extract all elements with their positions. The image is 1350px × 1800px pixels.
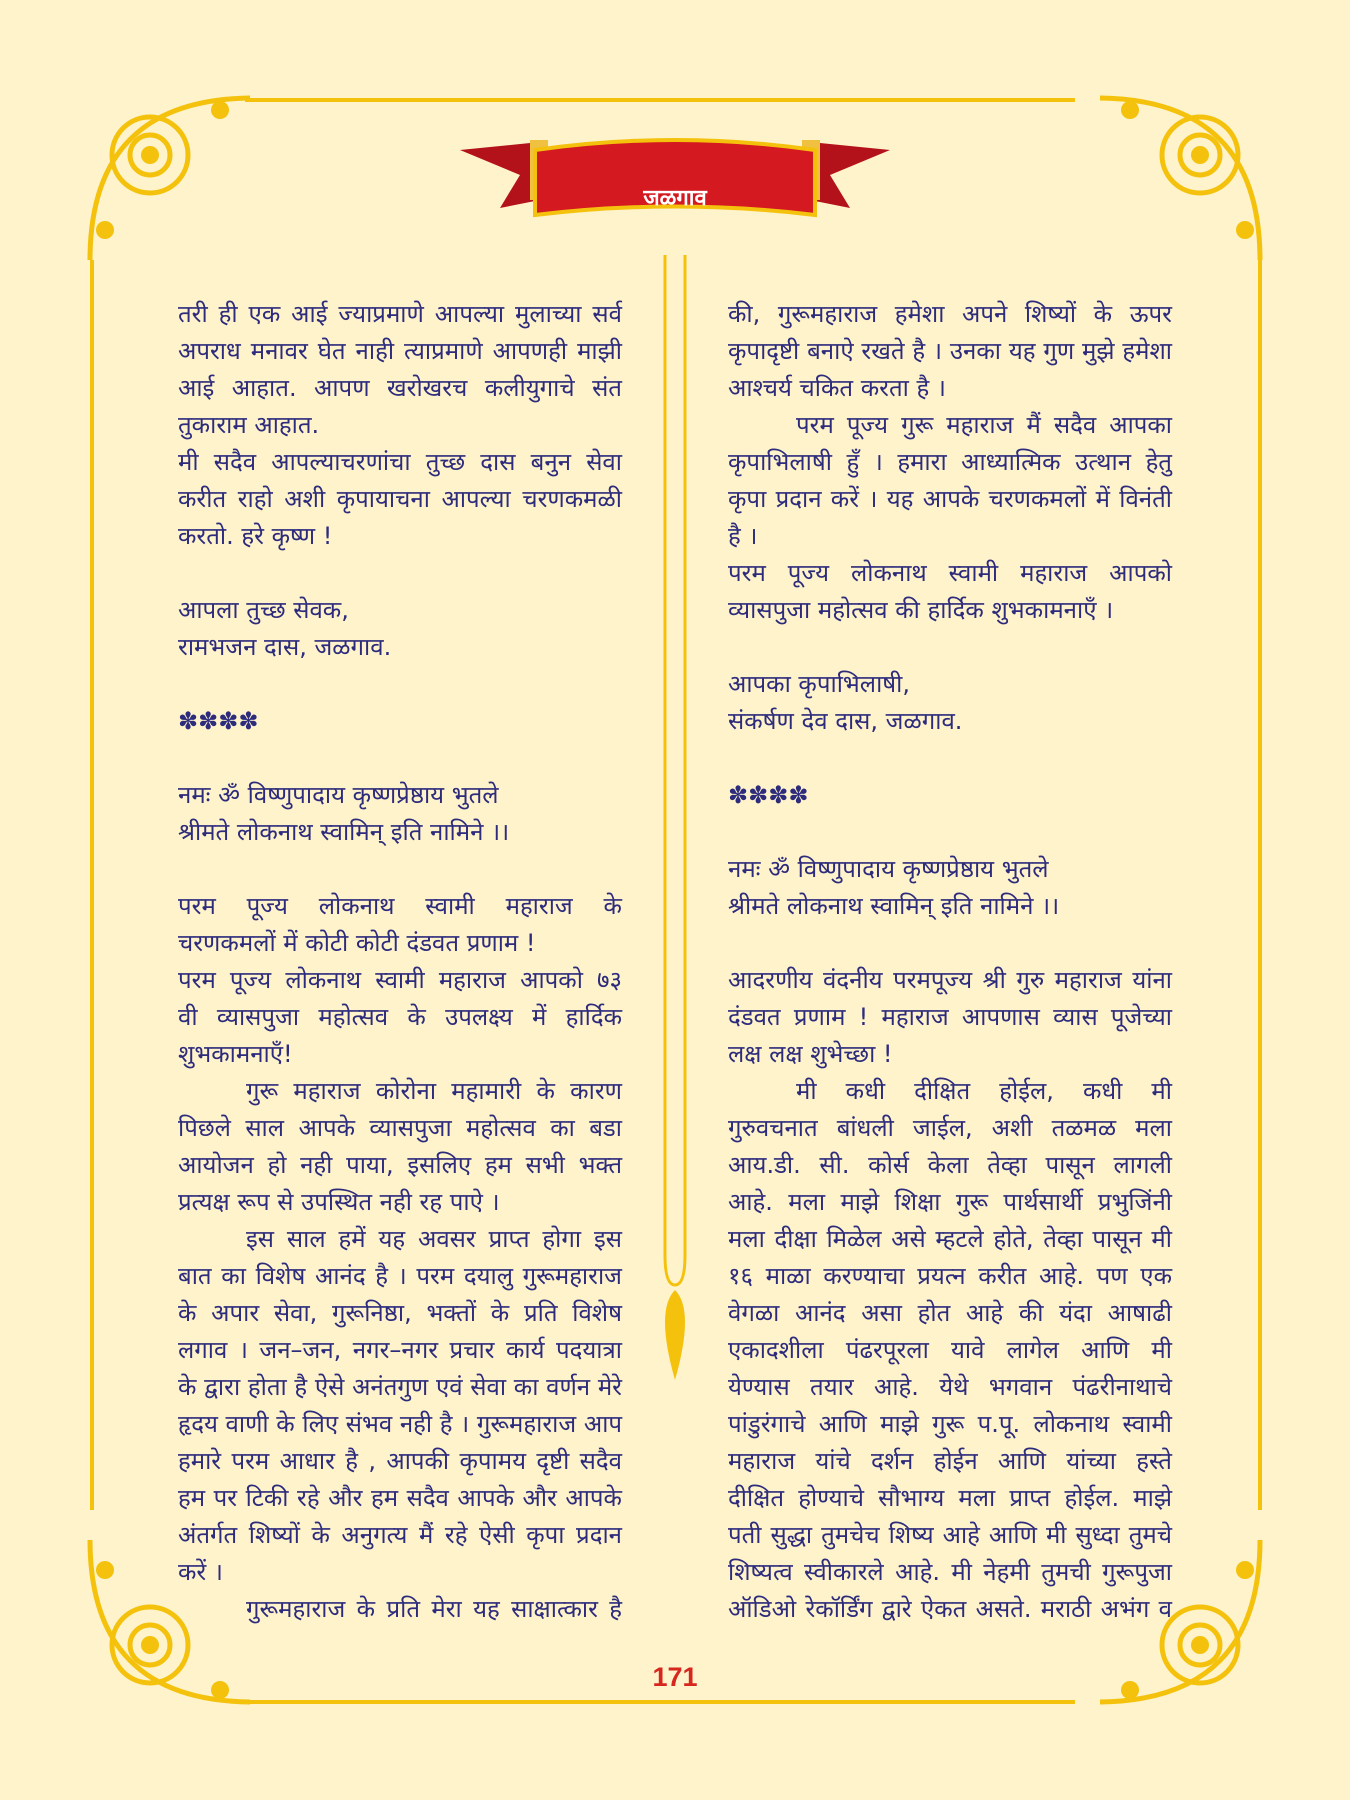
left-column [178, 296, 622, 1628]
text-line: गुरूमहाराज के प्रति मेरा यह साक्षात्कार है [246, 1595, 622, 1623]
text-line: की, गुरूमहाराज हमेशा अपने शिष्यों के ऊपर [728, 300, 1172, 328]
text-line: ✽✽✽✽ [728, 781, 809, 809]
text-line: तरी ही एक आई ज्याप्रमाणे आपल्या मुलाच्या सर्व [178, 300, 622, 328]
text-line: मी सदैव आपल्याचरणांचा तुच्छ दास बनुन सेवा [178, 448, 622, 476]
text-line: है । [728, 522, 758, 550]
page-title: जळगाव [643, 186, 707, 211]
blank-line [178, 740, 622, 777]
text-line: आई आहात. आपण खरोखरच कलीयुगाचे संत [178, 374, 622, 402]
text-line: के द्वारा होता है ऐसे अनंतगुण एवं सेवा का वर्णन मेरे [178, 1373, 622, 1401]
text-line: अंतर्गत शिष्यों के अनुगत्य मैं रहे ऐसी कृपा प्रदान [178, 1521, 622, 1549]
blank-line [178, 851, 622, 888]
blank-line [728, 814, 1172, 851]
corner-ornament-top-right-icon [1080, 80, 1270, 280]
text-line: ✽✽✽✽ [178, 707, 259, 735]
text-line: के अपार सेवा, गुरूनिष्ठा, भक्तों के प्रति विशेष [178, 1299, 622, 1327]
text-line: मला दीक्षा मिळेल असे म्हटले होते, तेव्हा पासून मी [728, 1225, 1172, 1253]
text-line: रामभजन दास, जळगाव. [178, 633, 392, 661]
blank-line [728, 925, 1172, 962]
text-line: कृपादृष्टी बनाऐ रखते है । उनका यह गुण मुझे हमेशा [728, 337, 1172, 365]
text-line: श्रीमते लोकनाथ स्वामिन् इति नामिने ।। [728, 892, 1060, 920]
text-line: मी कधी दीक्षित होईल, कधी मी [796, 1077, 1172, 1105]
text-line: लगाव । जन–जन, नगर–नगर प्रचार कार्य पदयात्रा [178, 1336, 622, 1364]
text-line: दंडवत प्रणाम ! महाराज आपणास व्यास पूजेच्या [728, 1003, 1172, 1031]
text-line: हृदय वाणी के लिए संभव नही है । गुरूमहाराज आप [178, 1410, 622, 1438]
page-number: 171 [652, 1662, 698, 1692]
column-divider [655, 255, 695, 1385]
text-line: व्यासपुजा महोत्सव की हार्दिक शुभकामनाएँ । [728, 596, 1114, 624]
text-line: करीत राहो अशी कृपायाचना आपल्या चरणकमळी [178, 485, 622, 513]
text-line: आदरणीय वंदनीय परमपूज्य श्री गुरु महाराज यांना [728, 966, 1172, 994]
text-line: बात का विशेष आनंद है । परम दयालु गुरूमहाराज [178, 1262, 622, 1290]
text-line: कृपा प्रदान करें । यह आपके चरणकमलों में विनंती [728, 485, 1172, 513]
text-line: आय.डी. सी. कोर्स केला तेव्हा पासून लागली [728, 1151, 1172, 1179]
text-line: ऑडिओ रेकॉर्डिंग द्वारे ऐकत असते. मराठी अभंग व [728, 1595, 1172, 1623]
text-line: शुभकामनाएँ! [178, 1040, 293, 1068]
text-line: गुरुवचनात बांधली जाईल, अशी तळमळ मला [728, 1114, 1172, 1142]
text-line: कृपाभिलाषी हुँ । हमारा आध्यात्मिक उत्थान हेतु [728, 448, 1172, 476]
text-line: पांडुरंगाचे आणि माझे गुरू प.पू. लोकनाथ स्वामी [728, 1410, 1172, 1438]
left-border-line [90, 260, 94, 1510]
text-line: शिष्यत्व स्वीकारले आहे. मी नेहमी तुमची गुरूपुजा [728, 1558, 1172, 1586]
text-line: लक्ष लक्ष शुभेच्छा ! [728, 1040, 893, 1068]
top-border-line [245, 98, 1075, 102]
text-line: परम पूज्य लोकनाथ स्वामी महाराज आपको [728, 559, 1172, 587]
text-line: संकर्षण देव दास, जळगाव. [728, 707, 963, 735]
text-line: गुरू महाराज कोरोना महामारी के कारण [246, 1077, 622, 1105]
blank-line [728, 740, 1172, 777]
text-line: नमः ॐ विष्णुपादाय कृष्णप्रेष्ठाय भुतले [178, 781, 499, 809]
text-line: परम पूज्य लोकनाथ स्वामी महाराज आपको ७३ [178, 966, 622, 994]
text-line: पती सुद्धा तुमचेच शिष्य आहे आणि मी सुध्दा तुमचे [728, 1521, 1172, 1549]
text-line: आपका कृपाभिलाषी, [728, 670, 911, 698]
text-line: आयोजन हो नही पाया, इसलिए हम सभी भक्त [178, 1151, 622, 1179]
right-border-line [1258, 260, 1262, 1510]
text-line: परम पूज्य लोकनाथ स्वामी महाराज के [178, 892, 622, 920]
text-line: अपराध मनावर घेत नाही त्याप्रमाणे आपणही माझी [178, 337, 622, 365]
text-line: श्रीमते लोकनाथ स्वामिन् इति नामिने ।। [178, 818, 510, 846]
text-line: परम पूज्य गुरू महाराज मैं सदैव आपका [796, 411, 1172, 439]
title-ribbon-banner [460, 120, 890, 230]
text-line: येण्यास तयार आहे. येथे भगवान पंढरीनाथाचे [728, 1373, 1172, 1401]
text-line: नमः ॐ विष्णुपादाय कृष्णप्रेष्ठाय भुतले [728, 855, 1049, 883]
blank-line [728, 629, 1172, 666]
bottom-border-line [245, 1700, 1075, 1704]
text-line: दीक्षित होण्याचे सौभाग्य मला प्राप्त होईल. माझे [728, 1484, 1172, 1512]
text-line: करें । [178, 1558, 223, 1586]
text-line: चरणकमलों में कोटी कोटी दंडवत प्रणाम ! [178, 929, 536, 957]
right-column [728, 296, 1172, 1628]
blank-line [178, 555, 622, 592]
text-line: एकादशीला पंढरपूरला यावे लागेल आणि मी [728, 1336, 1172, 1364]
text-line: वेगळा आनंद असा होत आहे की यंदा आषाढी [728, 1299, 1172, 1327]
text-line: महाराज यांचे दर्शन होईन आणि यांच्या हस्ते [728, 1447, 1172, 1475]
text-line: प्रत्यक्ष रूप से उपस्थित नही रह पाऐ । [178, 1188, 500, 1216]
text-line: तुकाराम आहात. [178, 411, 320, 439]
text-line: पिछले साल आपके व्यासपुजा महोत्सव का बडा [178, 1114, 622, 1142]
corner-ornament-top-left-icon [80, 80, 270, 280]
blank-line [178, 666, 622, 703]
text-line: आपला तुच्छ सेवक, [178, 596, 349, 624]
text-line: वी व्यासपुजा महोत्सव के उपलक्ष्य में हार्दिक [178, 1003, 622, 1031]
text-line: करतो. हरे कृष्ण ! [178, 522, 333, 550]
text-line: आश्चर्य चकित करता है । [728, 374, 946, 402]
text-line: १६ माळा करण्याचा प्रयत्न करीत आहे. पण एक [728, 1262, 1172, 1290]
text-line: आहे. मला माझे शिक्षा गुरू पार्थसार्थी प्रभुजिंनी [728, 1188, 1172, 1216]
text-line: हमारे परम आधार है , आपकी कृपामय दृष्टी सदैव [178, 1447, 622, 1475]
text-line: इस साल हमें यह अवसर प्राप्त होगा इस [246, 1225, 622, 1253]
text-line: हम पर टिकी रहे और हम सदैव आपके और आपके [178, 1484, 622, 1512]
